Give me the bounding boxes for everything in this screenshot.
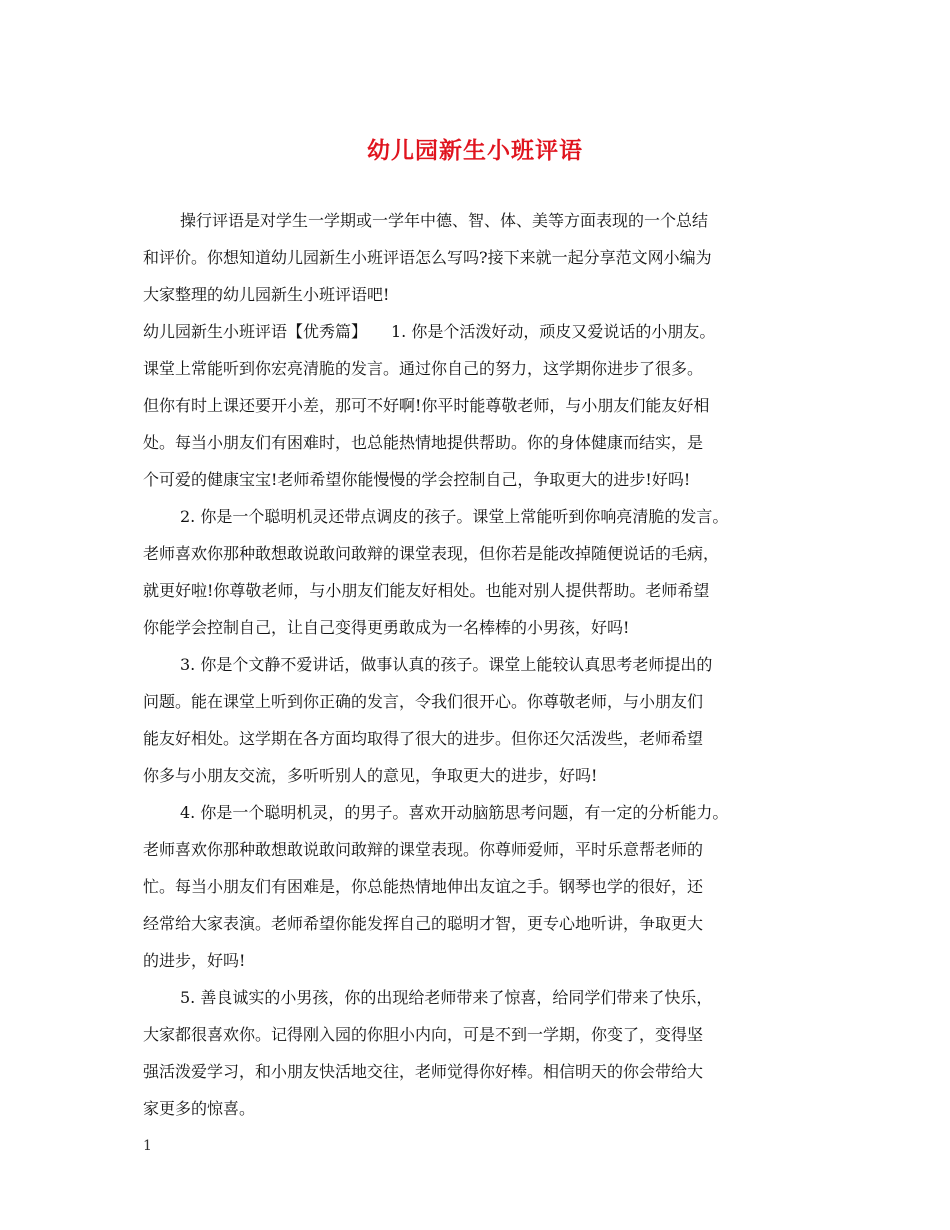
page-title: 幼儿园新生小班评语	[367, 137, 583, 164]
text-line: 你多与小朋友交流，多听听别人的意见，争取更大的进步，好吗!	[143, 766, 598, 785]
text-line: 老师喜欢你那种敢想敢说敢问敢辩的课堂表现，但你若是能改掉随便说话的毛病，	[143, 544, 720, 563]
text-line: 老师喜欢你那种敢想敢说敢问敢辩的课堂表现。你尊师爱师，平时乐意帮老师的	[143, 840, 704, 859]
text-line: 你能学会控制自己，让自己变得更勇敢成为一名棒棒的小男孩，好吗!	[143, 618, 630, 637]
text-line: 个可爱的健康宝宝!老师希望你能慢慢的学会控制自己，争取更大的进步!好吗!	[143, 470, 691, 489]
text-line: 经常给大家表演。老师希望你能发挥自己的聪明才智，更专心地听讲，争取更大	[143, 914, 704, 933]
text-line: 大家整理的幼儿园新生小班评语吧!	[143, 285, 390, 304]
text-line: 处。每当小朋友们有困难时，也总能热情地提供帮助。你的身体健康而结实，是	[143, 433, 704, 452]
text-line: 能友好相处。这学期在各方面均取得了很大的进步。但你还欠活泼些，老师希望	[143, 729, 704, 748]
text-line: 的进步，好吗!	[143, 951, 246, 970]
text-line: 但你有时上课还要开小差，那可不好啊!你平时能尊敬老师，与小朋友们能友好相	[143, 396, 710, 415]
text-line: 操行评语是对学生一学期或一学年中德、智、体、美等方面表现的一个总结	[180, 211, 709, 230]
text-line: 和评价。你想知道幼儿园新生小班评语怎么写吗?接下来就一起分享范文网小编为	[143, 248, 712, 267]
text-line: 问题。能在课堂上听到你正确的发言，令我们很开心。你尊敬老师，与小朋友们	[143, 692, 704, 711]
text-line: 5. 善良诚实的小男孩，你的出现给老师带来了惊喜，给同学们带来了快乐，	[180, 988, 713, 1007]
page-number: 1	[143, 1138, 152, 1154]
text-line: 2. 你是一个聪明机灵还带点调皮的孩子。课堂上常能听到你响亮清脆的发言。	[180, 507, 729, 526]
text-line: 强活泼爱学习，和小朋友快活地交往，老师觉得你好棒。相信明天的你会带给大	[143, 1062, 704, 1081]
text-line: 4. 你是一个聪明机灵，的男子。喜欢开动脑筋思考问题，有一定的分析能力。	[180, 803, 729, 822]
text-line: 家更多的惊喜。	[143, 1099, 256, 1118]
text-line: 大家都很喜欢你。记得刚入园的你胆小内向，可是不到一学期，你变了，变得坚	[143, 1025, 704, 1044]
text-line: 幼儿园新生小班评语【优秀篇】 1. 你是个活泼好动，顽皮又爱说话的小朋友。	[143, 322, 716, 341]
text-line: 忙。每当小朋友们有困难是，你总能热情地伸出友谊之手。钢琴也学的很好，还	[143, 877, 704, 896]
document-body	[143, 202, 823, 1127]
text-line: 3. 你是个文静不爱讲话，做事认真的孩子。课堂上能较认真思考老师提出的	[180, 655, 713, 674]
text-line: 就更好啦!你尊敬老师，与小朋友们能友好相处。也能对别人提供帮助。老师希望	[143, 581, 710, 600]
text-line: 课堂上常能听到你宏亮清脆的发言。通过你自己的努力，这学期你进步了很多。	[143, 359, 704, 378]
